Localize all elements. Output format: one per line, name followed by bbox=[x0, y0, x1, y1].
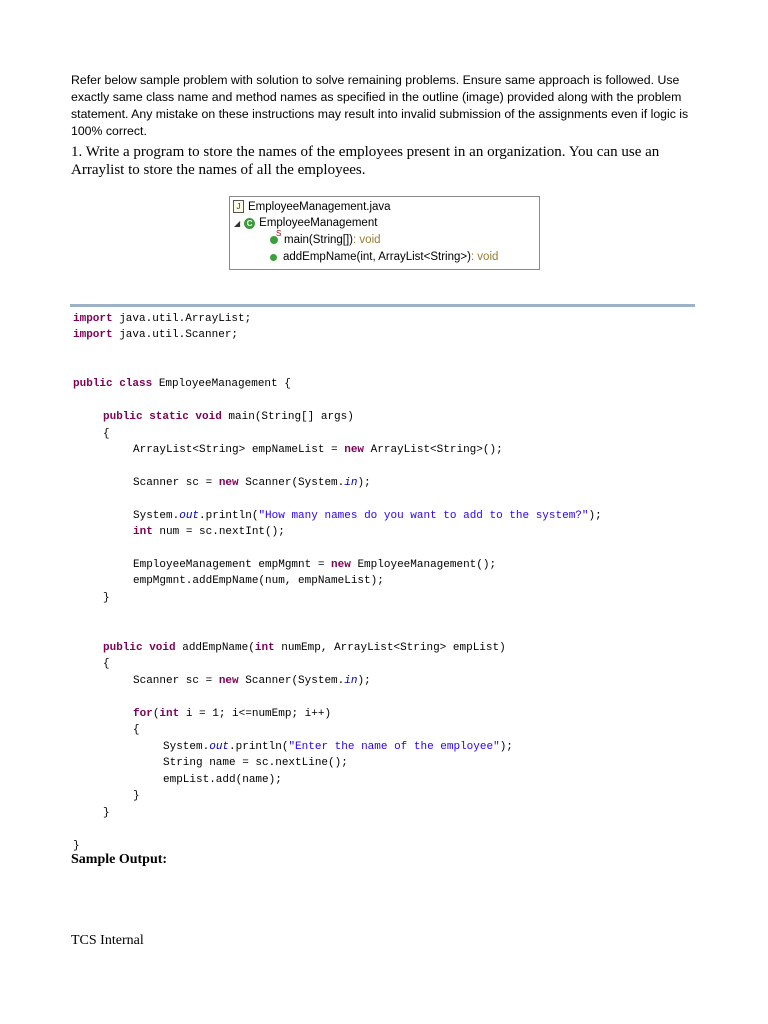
code-line: public void addEmpName(int numEmp, ArrayList<String> empList) bbox=[103, 642, 506, 654]
instructions-text: Refer below sample problem with solution to solve remaining problems. Ensure same approach is followed. Use exactly same class name and method names as specified in the outline (image) provided along with the problem statement. Any mistake on these instructions may result into invalid submission of the assignments even if logic is 100% correct. bbox=[71, 73, 689, 138]
code-line: import java.util.ArrayList; bbox=[73, 313, 252, 325]
outline-file-row bbox=[233, 200, 391, 213]
static-method-icon: S bbox=[270, 236, 278, 244]
code-line: } bbox=[103, 807, 110, 819]
code-line: empList.add(name); bbox=[163, 774, 282, 786]
code-line: } bbox=[133, 790, 140, 802]
class-outline-panel bbox=[229, 196, 540, 270]
outline-main-name: main(String[]) bbox=[284, 234, 354, 246]
outline-class-name: EmployeeManagement bbox=[259, 217, 378, 229]
code-line: System.out.println("How many names do you want to add to the system?"); bbox=[133, 510, 602, 522]
code-line: { bbox=[103, 658, 110, 670]
code-line: import java.util.Scanner; bbox=[73, 329, 239, 341]
sample-output-heading: Sample Output: bbox=[71, 852, 168, 867]
outline-main-row bbox=[270, 229, 381, 246]
code-line: } bbox=[73, 840, 80, 852]
outline-add-name: addEmpName(int, ArrayList<String>) bbox=[283, 251, 471, 263]
outline-file-name: EmployeeManagement.java bbox=[248, 200, 391, 213]
code-line: { bbox=[103, 428, 110, 440]
problem-statement: 1. Write a program to store the names of the employees present in an organization. You can use an Arraylist to store the names of all the employees. bbox=[71, 144, 660, 178]
java-file-icon: J bbox=[233, 200, 244, 213]
public-method-icon bbox=[270, 254, 277, 261]
code-listing bbox=[70, 304, 695, 853]
code-line: EmployeeManagement empMgmnt = new EmployeeManagement(); bbox=[133, 559, 497, 571]
collapse-triangle-icon: ◢ bbox=[234, 218, 241, 228]
code-line: empMgmnt.addEmpName(num, empNameList); bbox=[133, 575, 384, 587]
outline-add-return: : void bbox=[470, 251, 499, 263]
code-line: for(int i = 1; i<=numEmp; i++) bbox=[133, 708, 332, 720]
code-line: public static void main(String[] args) bbox=[103, 411, 354, 423]
code-line: int num = sc.nextInt(); bbox=[133, 526, 285, 538]
classification-footer: TCS Internal bbox=[71, 933, 144, 948]
outline-class-row bbox=[234, 217, 377, 229]
outline-main-return: : void bbox=[353, 234, 381, 246]
code-line: Scanner sc = new Scanner(System.in); bbox=[133, 675, 371, 687]
code-line: ArrayList<String> empNameList = new ArrayList<String>(); bbox=[133, 444, 503, 456]
code-line: String name = sc.nextLine(); bbox=[163, 757, 348, 769]
outline-add-row bbox=[270, 251, 498, 263]
code-line: System.out.println("Enter the name of the employee"); bbox=[163, 741, 513, 753]
code-line: Scanner sc = new Scanner(System.in); bbox=[133, 477, 371, 489]
code-line: } bbox=[103, 592, 110, 604]
class-icon: C bbox=[244, 218, 255, 229]
code-line: public class EmployeeManagement { bbox=[73, 378, 291, 390]
code-line: { bbox=[133, 724, 140, 736]
